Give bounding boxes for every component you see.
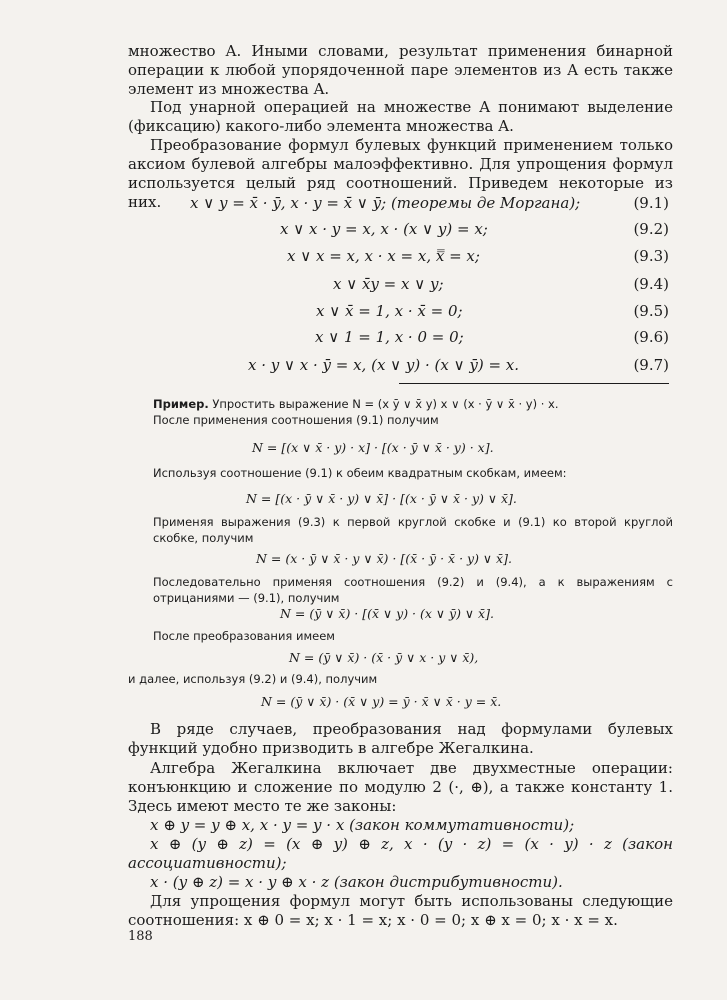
- law-commutativity: x ⊕ y = y ⊕ x, x · y = y · x (закон коммутативности);: [150, 816, 575, 834]
- example-step-5-text: После преобразования имеем: [153, 629, 335, 643]
- formula-number-9-4: (9.4): [633, 275, 669, 293]
- formula-9-5: x ∨ x̄ = 1, x · x̄ = 0;: [316, 302, 463, 320]
- example-task: Упростить выражение N = (x ȳ ∨ x̄ y) x ∨ (x · ȳ ∨ x̄ · y) · x.: [212, 397, 559, 411]
- example-statement: [153, 396, 673, 412]
- formula-number-9-2: (9.2): [633, 220, 669, 238]
- paragraph-zhegalkin-operations: Алгебра Жегалкина включает две двухместные операции: конъюнкцию и сложение по модулю 2 (·, ⊕), а также константу 1. Здесь имеют место те же законы:: [128, 759, 673, 815]
- example-step-3-text: Применяя выражения (9.3) к первой круглой скобке и (9.1) ко второй круглой скобке, получим: [153, 515, 673, 545]
- formula-number-9-1: (9.1): [633, 194, 669, 212]
- example-formula-1: N = [(x ∨ x̄ · y) · x] · [(x · ȳ ∨ x̄ · y) · x].: [252, 440, 494, 455]
- formula-9-2: x ∨ x · y = x, x · (x ∨ y) = x;: [280, 220, 488, 238]
- law-distributivity: x · (y ⊕ z) = x · y ⊕ x · z (закон дистрибутивности).: [150, 873, 563, 891]
- example-formula-4: N = (ȳ ∨ x̄) · [(x̄ ∨ y) · (x ∨ ȳ) ∨ x̄].: [280, 606, 494, 621]
- formula-number-9-3: (9.3): [633, 247, 669, 265]
- page-number: 188: [128, 929, 153, 944]
- paragraph-continuation: множество A. Иными словами, результат применения бинарной операции к любой упорядоченной паре элементов из A есть также элемент из множества A.: [128, 42, 673, 98]
- formula-9-1: x ∨ y = x̄ · ȳ, x · y = x̄ ∨ ȳ; (теоремы де Моргана);: [190, 194, 581, 212]
- formula-9-7: x · y ∨ x · ȳ = x, (x ∨ y) · (x ∨ ȳ) = x.: [248, 356, 520, 374]
- law-associativity: x ⊕ (y ⊕ z) = (x ⊕ y) ⊕ z, x · (y · z) = (x · y) · z (закон ассоциативности);: [128, 835, 673, 872]
- example-formula-3: N = (x · ȳ ∨ x̄ · y ∨ x̄) · [(x̄ · ȳ · x̄ · y) ∨ x̄].: [256, 551, 512, 566]
- formula-number-9-7: (9.7): [633, 356, 669, 374]
- formula-number-9-6: (9.6): [633, 328, 669, 346]
- example-formula-5: N = (ȳ ∨ x̄) · (x̄ · ȳ ∨ x · y ∨ x̄),: [289, 650, 479, 665]
- example-step-2-text: Используя соотношение (9.1) к обеим квадратным скобкам, имеем:: [153, 466, 567, 480]
- formula-9-3: x ∨ x = x, x · x = x, x̿ = x;: [287, 247, 480, 265]
- example-formula-6: N = (ȳ ∨ x̄) · (x̄ ∨ y) = ȳ · x̄ ∨ x̄ · y = x̄.: [261, 694, 502, 709]
- example-step-4-text: Последовательно применяя соотношения (9.2) и (9.4), а к выражениям с отрицаниями — (9.1), получим: [153, 575, 673, 605]
- formula-9-6: x ∨ 1 = 1, x · 0 = 0;: [315, 328, 464, 346]
- formula-9-4: x ∨ x̄y = x ∨ y;: [333, 275, 444, 293]
- example-label: Пример.: [153, 397, 209, 411]
- overline-bar: [399, 383, 669, 384]
- example-formula-2: N = [(x · ȳ ∨ x̄ · y) ∨ x̄] · [(x · ȳ ∨ x̄ · y) ∨ x̄].: [246, 491, 517, 506]
- formula-number-9-5: (9.5): [633, 302, 669, 320]
- example-step-6-text: и далее, используя (9.2) и (9.4), получим: [128, 672, 378, 686]
- example-step-1-text: После применения соотношения (9.1) получим: [153, 413, 439, 427]
- paragraph-zhegalkin-intro: В ряде случаев, преобразования над формулами булевых функций удобно призводить в алгебре Жегалкина.: [128, 720, 673, 757]
- paragraph-zhegalkin-relations: Для упрощения формул могут быть использованы следующие соотношения: x ⊕ 0 = x; x · 1 = x; x · 0 = 0; x ⊕ x = 0; x · x = x.: [128, 892, 673, 929]
- paragraph-simplification-intro: Преобразование формул булевых функций применением только аксиом булевой алгебры малоэффективно. Для упрощения формул используется целый ряд соотношений. Приведем некоторые из них.: [128, 136, 673, 211]
- paragraph-unary-operation: Под унарной операцией на множестве A понимают выделение (фиксацию) какого-либо элемента множества A.: [128, 98, 673, 135]
